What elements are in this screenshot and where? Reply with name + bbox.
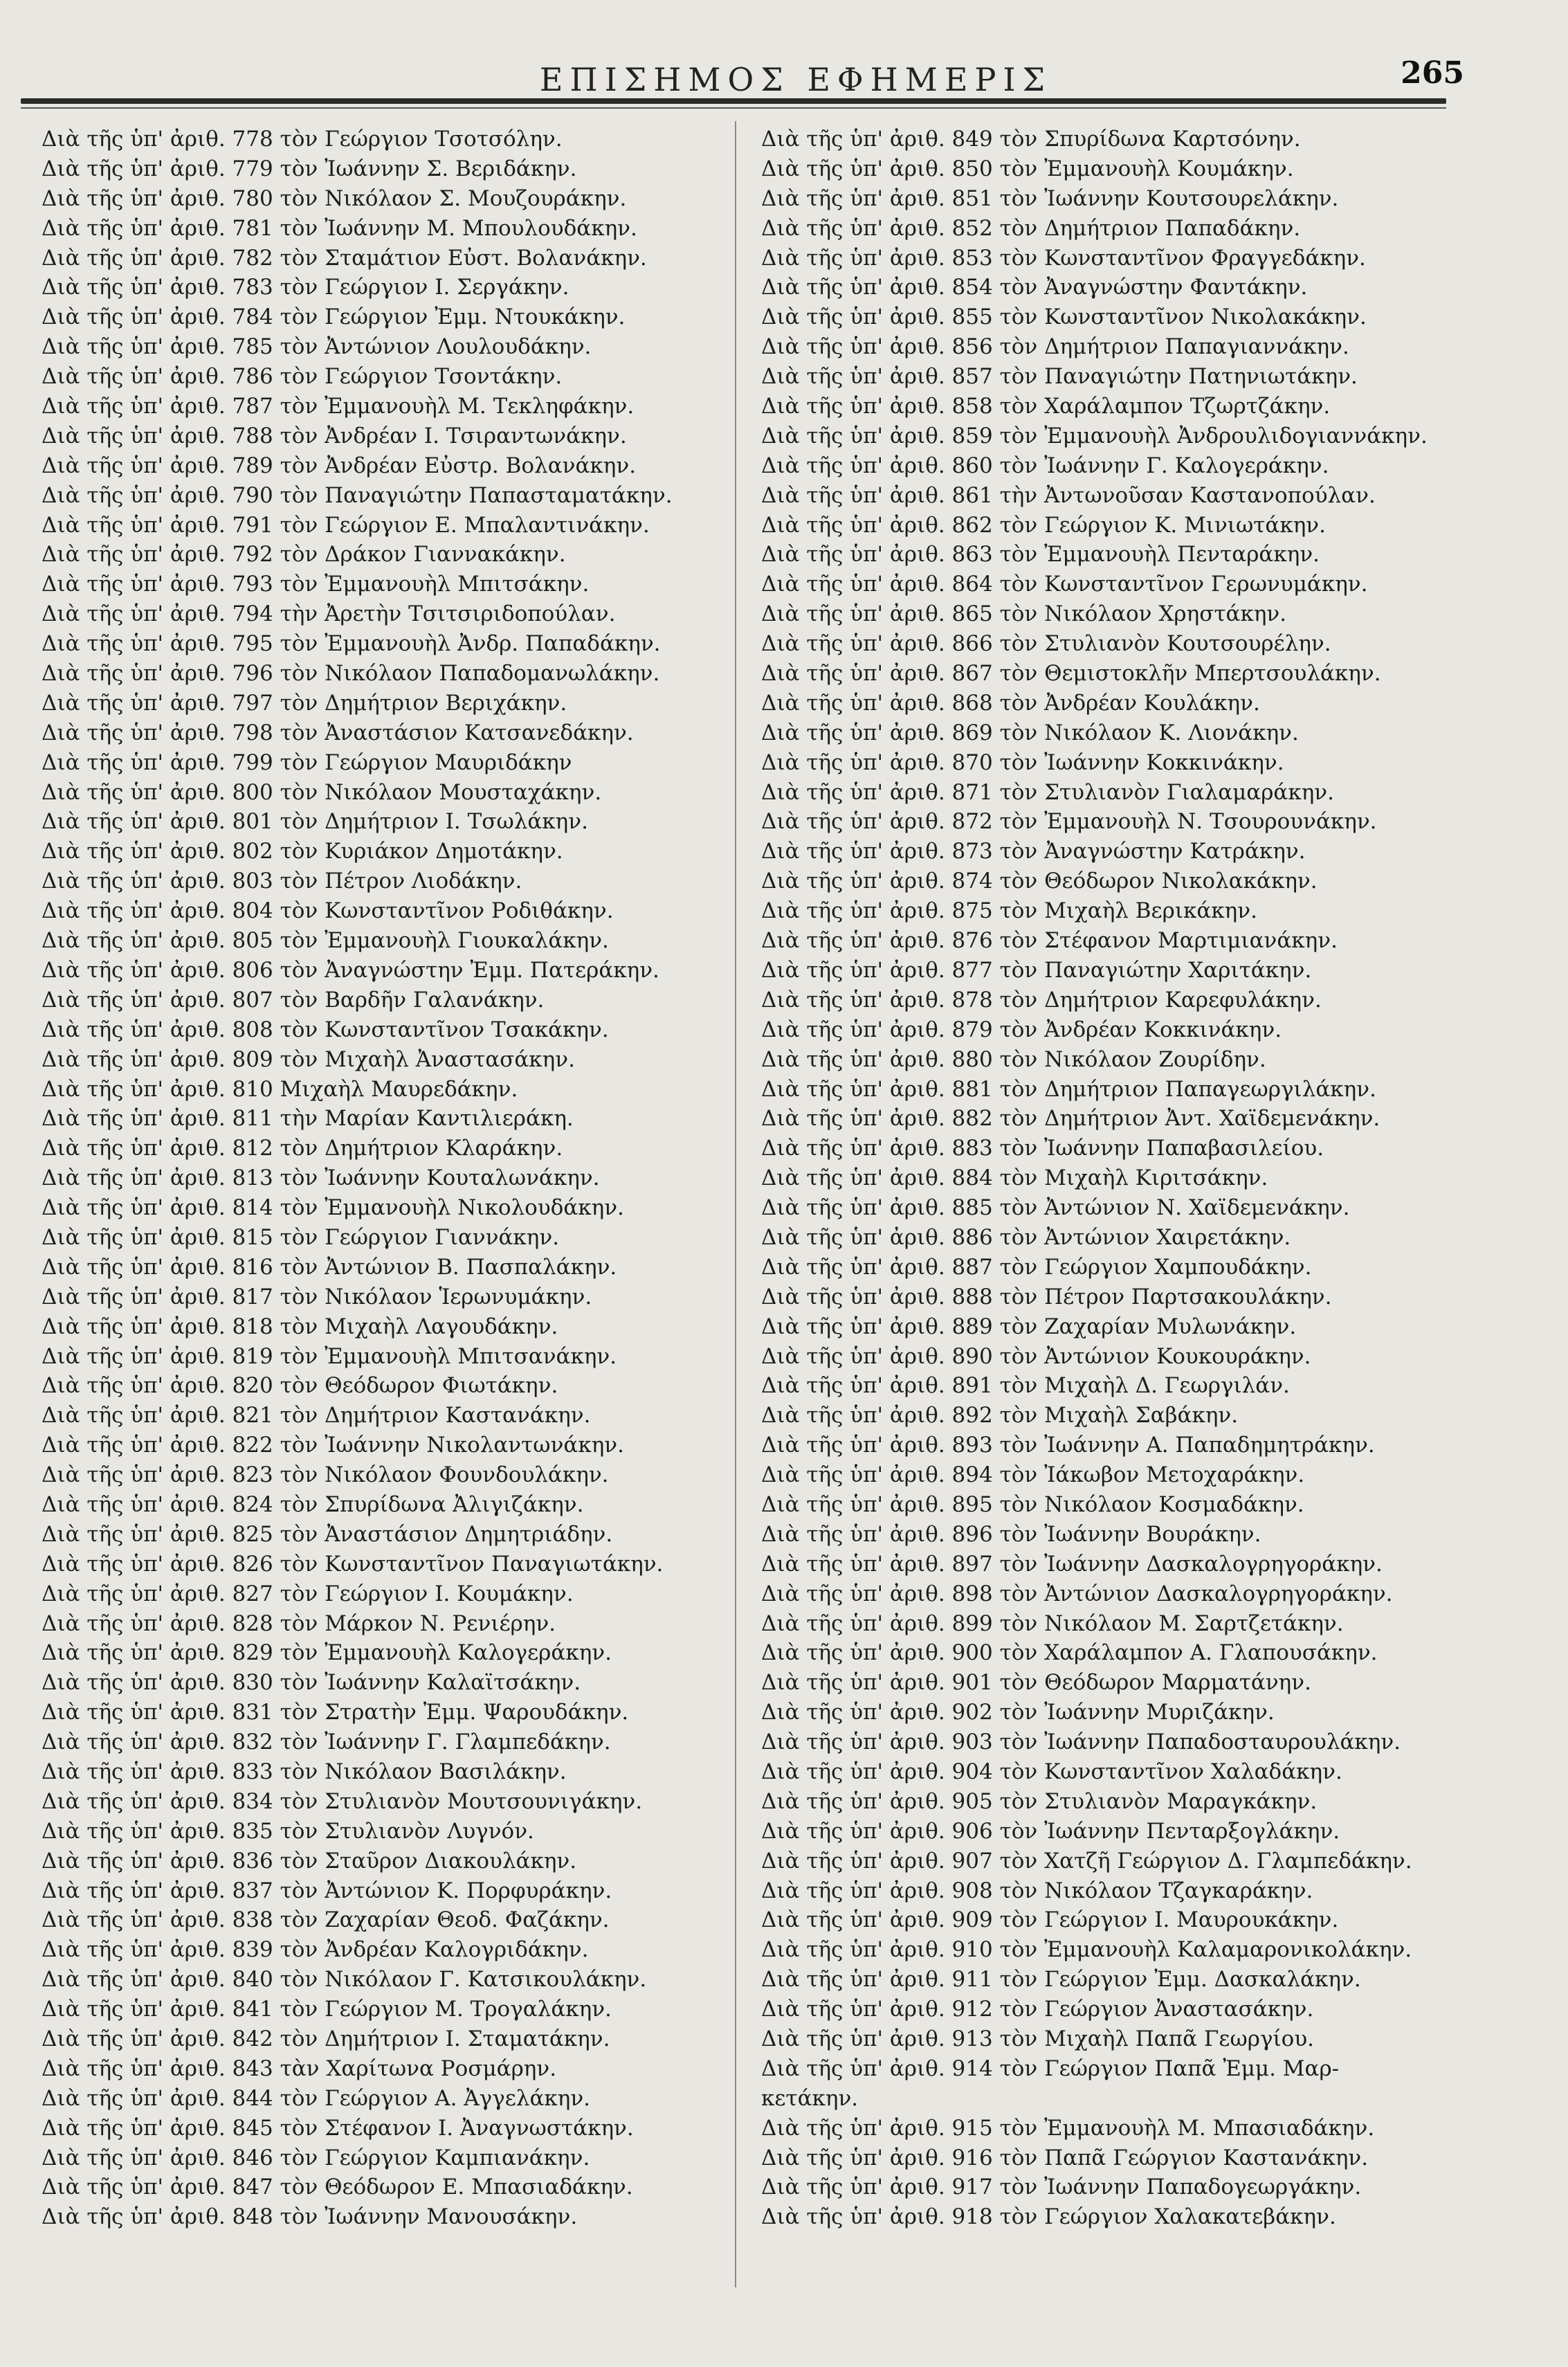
- decree-entry: Διὰ τῆς ὑπ' ἀριθ. 814 τὸν Ἐμμανουὴλ Νικολουδάκην.: [42, 1195, 624, 1221]
- decree-entry: Διὰ τῆς ὑπ' ἀριθ. 874 τὸν Θεόδωρον Νικολακάκην.: [761, 869, 1318, 894]
- decree-entry: Διὰ τῆς ὑπ' ἀριθ. 795 τὸν Ἐμμανουὴλ Ἀνδρ. Παπαδάκην.: [42, 631, 661, 657]
- decree-entry: Διὰ τῆς ὑπ' ἀριθ. 881 τὸν Δημήτριον Παπαγεωργιλάκην.: [761, 1076, 1376, 1102]
- decree-entry: Διὰ τῆς ὑπ' ἀριθ. 907 τὸν Χατζῆ Γεώργιον Δ. Γλαμπεδάκην.: [761, 1848, 1412, 1874]
- decree-entry: κετάκην.: [761, 2085, 859, 2111]
- decree-entry: Διὰ τῆς ὑπ' ἀριθ. 845 τὸν Στέφανον Ι. Ἀναγνωστάκην.: [42, 2115, 634, 2141]
- decree-entry: Διὰ τῆς ὑπ' ἀριθ. 836 τὸν Σταῦρον Διακουλάκην.: [42, 1848, 577, 1874]
- decree-entry: Διὰ τῆς ὑπ' ἀριθ. 847 τὸν Θεόδωρον Ε. Μπασιαδάκην.: [42, 2175, 633, 2200]
- decree-entry: Διὰ τῆς ὑπ' ἀριθ. 894 τὸν Ἰάκωβον Μετοχαράκην.: [761, 1462, 1305, 1488]
- decree-entry: Διὰ τῆς ὑπ' ἀριθ. 833 τὸν Νικόλαον Βασιλάκην.: [42, 1759, 567, 1784]
- decree-entry: Διὰ τῆς ὑπ' ἀριθ. 867 τὸν Θεμιστοκλῆν Μπερτσουλάκην.: [761, 661, 1381, 687]
- decree-entry: Διὰ τῆς ὑπ' ἀριθ. 826 τὸν Κωνσταντῖνον Παναγιωτάκην.: [42, 1551, 664, 1577]
- decree-entry: Διὰ τῆς ὑπ' ἀριθ. 803 τὸν Πέτρον Λιοδάκην.: [42, 869, 522, 894]
- decree-entry: Διὰ τῆς ὑπ' ἀριθ. 788 τὸν Ἀνδρέαν Ι. Τσιραντωνάκην.: [42, 423, 627, 448]
- decree-entry: Διὰ τῆς ὑπ' ἀριθ. 860 τὸν Ἰωάννην Γ. Καλογεράκην.: [761, 453, 1329, 478]
- decree-entry: Διὰ τῆς ὑπ' ἀριθ. 900 τὸν Χαράλαμπον Α. Γλαπουσάκην.: [761, 1640, 1378, 1666]
- decree-entry: Διὰ τῆς ὑπ' ἀριθ. 800 τὸν Νικόλαον Μουσταχάκην.: [42, 779, 602, 805]
- decree-entry: Διὰ τῆς ὑπ' ἀριθ. 864 τὸν Κωνσταντῖνον Γερωνυμάκην.: [761, 572, 1368, 597]
- decree-entry: Διὰ τῆς ὑπ' ἀριθ. 843 τὰν Χαρίτωνα Ροσμάρην.: [42, 2056, 557, 2081]
- decree-entry: Διὰ τῆς ὑπ' ἀριθ. 852 τὸν Δημήτριον Παπαδάκην.: [761, 215, 1301, 241]
- decree-entry: Διὰ τῆς ὑπ' ἀριθ. 806 τὸν Ἀναγνώστην Ἐμμ. Πατεράκην.: [42, 957, 659, 983]
- decree-entry: Διὰ τῆς ὑπ' ἀριθ. 893 τὸν Ἰωάννην Α. Παπαδημητράκην.: [761, 1433, 1375, 1458]
- decree-entry: Διὰ τῆς ὑπ' ἀριθ. 888 τὸν Πέτρον Παρτσακουλάκην.: [761, 1284, 1332, 1309]
- decree-entry: Διὰ τῆς ὑπ' ἀριθ. 832 τὸν Ἰωάννην Γ. Γλαμπεδάκην.: [42, 1730, 611, 1755]
- decree-entry: Διὰ τῆς ὑπ' ἀριθ. 841 τὸν Γεώργιον Μ. Τρογαλάκην.: [42, 1997, 612, 2022]
- decree-entry: Διὰ τῆς ὑπ' ἀριθ. 817 τὸν Νικόλαον Ἱερωνυμάκην.: [42, 1284, 592, 1309]
- decree-entry: Διὰ τῆς ὑπ' ἀριθ. 784 τὸν Γεώργιον Ἐμμ. Ντουκάκην.: [42, 305, 626, 330]
- decree-entry: Διὰ τῆς ὑπ' ἀριθ. 804 τὸν Κωνσταντῖνον Ροδιθάκην.: [42, 898, 614, 924]
- decree-entry: Διὰ τῆς ὑπ' ἀριθ. 802 τὸν Κυριάκον Δημοτάκην.: [42, 839, 563, 864]
- decree-entry: Διὰ τῆς ὑπ' ἀριθ. 839 τὸν Ἀνδρέαν Καλογριδάκην.: [42, 1937, 589, 1963]
- decree-entry: Διὰ τῆς ὑπ' ἀριθ. 840 τὸν Νικόλαον Γ. Κατσικουλάκην.: [42, 1967, 647, 1993]
- decree-entry: Διὰ τῆς ὑπ' ἀριθ. 785 τὸν Ἀντώνιον Λουλουδάκην.: [42, 334, 592, 360]
- page-header: [0, 0, 1568, 118]
- decree-entry: Διὰ τῆς ὑπ' ἀριθ. 812 τὸν Δημήτριον Κλαράκην.: [42, 1136, 563, 1161]
- decree-entry: Διὰ τῆς ὑπ' ἀριθ. 837 τὸν Ἀντώνιον Κ. Πορφυράκην.: [42, 1878, 612, 1903]
- decree-entry: Διὰ τῆς ὑπ' ἀριθ. 816 τὸν Ἀντώνιον Β. Πασπαλάκην.: [42, 1254, 617, 1280]
- decree-entry: Διὰ τῆς ὑπ' ἀριθ. 808 τὸν Κωνσταντῖνον Τσακάκην.: [42, 1017, 609, 1042]
- decree-entry: Διὰ τῆς ὑπ' ἀριθ. 895 τὸν Νικόλαον Κοσμαδάκην.: [761, 1491, 1304, 1517]
- decree-entry: Διὰ τῆς ὑπ' ἀριθ. 892 τὸν Μιχαὴλ Σαβάκην.: [761, 1403, 1239, 1429]
- decree-entry: Διὰ τῆς ὑπ' ἀριθ. 854 τὸν Ἀναγνώστην Φαντάκην.: [761, 275, 1308, 300]
- decree-entry: Διὰ τῆς ὑπ' ἀριθ. 779 τὸν Ἰωάννην Σ. Βεριδάκην.: [42, 156, 577, 181]
- decree-entry: Διὰ τῆς ὑπ' ἀριθ. 876 τὸν Στέφανον Μαρτιμιανάκην.: [761, 928, 1338, 954]
- decree-entry: Διὰ τῆς ὑπ' ἀριθ. 801 τὸν Δημήτριον Ι. Τσωλάκην.: [42, 809, 588, 835]
- left-column: [42, 125, 733, 2232]
- decree-entry: Διὰ τῆς ὑπ' ἀριθ. 904 τὸν Κωνσταντῖνον Χαλαδάκην.: [761, 1759, 1342, 1784]
- decree-entry: Διὰ τῆς ὑπ' ἀριθ. 835 τὸν Στυλιανὸν Λυγνόν.: [42, 1818, 534, 1844]
- decree-entry: Διὰ τῆς ὑπ' ἀριθ. 821 τὸν Δημήτριον Καστανάκην.: [42, 1403, 591, 1429]
- decree-entry: Διὰ τῆς ὑπ' ἀριθ. 865 τὸν Νικόλαον Χρηστάκην.: [761, 601, 1287, 627]
- decree-entry: Διὰ τῆς ὑπ' ἀριθ. 889 τὸν Ζαχαρίαν Μυλωνάκην.: [761, 1314, 1297, 1339]
- decree-entry: Διὰ τῆς ὑπ' ἀριθ. 858 τὸν Χαράλαμπον Τζωρτζάκην.: [761, 394, 1331, 419]
- decree-entry: Διὰ τῆς ὑπ' ἀριθ. 796 τὸν Νικόλαον Παπαδομανωλάκην.: [42, 661, 660, 687]
- decree-entry: Διὰ τῆς ὑπ' ἀριθ. 849 τὸν Σπυρίδωνα Καρτσόνην.: [761, 127, 1301, 152]
- decree-entry: Διὰ τῆς ὑπ' ἀριθ. 885 τὸν Ἀντώνιον Ν. Χαϊδεμενάκην.: [761, 1195, 1350, 1221]
- decree-entry: Διὰ τῆς ὑπ' ἀριθ. 871 τὸν Στυλιανὸν Γιαλαμαράκην.: [761, 779, 1335, 805]
- decree-entry: Διὰ τῆς ὑπ' ἀριθ. 853 τὸν Κωνσταντῖνον Φραγγεδάκην.: [761, 245, 1366, 271]
- decree-entry: Διὰ τῆς ὑπ' ἀριθ. 872 τὸν Ἐμμανουὴλ Ν. Τσουρουνάκην.: [761, 809, 1377, 835]
- decree-entry: Διὰ τῆς ὑπ' ἀριθ. 906 τὸν Ἰωάννην Πενταρξογλάκην.: [761, 1818, 1340, 1844]
- decree-entry: Διὰ τῆς ὑπ' ἀριθ. 886 τὸν Ἀντώνιον Χαιρετάκην.: [761, 1224, 1291, 1250]
- decree-entry: Διὰ τῆς ὑπ' ἀριθ. 811 τὴν Μαρίαν Καντιλιεράκη.: [42, 1106, 574, 1132]
- decree-entry: Διὰ τῆς ὑπ' ἀριθ. 780 τὸν Νικόλαον Σ. Μουζουράκην.: [42, 185, 627, 211]
- decree-entry: Διὰ τῆς ὑπ' ἀριθ. 862 τὸν Γεώργιον Κ. Μινιωτάκην.: [761, 512, 1326, 538]
- decree-entry: Διὰ τῆς ὑπ' ἀριθ. 873 τὸν Ἀναγνώστην Κατράκην.: [761, 839, 1306, 864]
- decree-entry: Διὰ τῆς ὑπ' ἀριθ. 902 τὸν Ἰωάννην Μυριζάκην.: [761, 1700, 1275, 1725]
- decree-entry: Διὰ τῆς ὑπ' ἀριθ. 829 τὸν Ἐμμανουὴλ Καλογεράκην.: [42, 1640, 612, 1666]
- decree-entry: Διὰ τῆς ὑπ' ἀριθ. 819 τὸν Ἐμμανουὴλ Μπιτσανάκην.: [42, 1343, 617, 1369]
- decree-entry: Διὰ τῆς ὑπ' ἀριθ. 898 τὸν Ἀντώνιον Δασκαλογρηγοράκην.: [761, 1581, 1393, 1606]
- decree-entry: Διὰ τῆς ὑπ' ἀριθ. 911 τὸν Γεώργιον Ἐμμ. Δασκαλάκην.: [761, 1967, 1361, 1993]
- decree-entry: Διὰ τῆς ὑπ' ἀριθ. 880 τὸν Νικόλαον Ζουρίδην.: [761, 1046, 1266, 1072]
- decree-entry: Διὰ τῆς ὑπ' ἀριθ. 855 τὸν Κωνσταντῖνον Νικολακάκην.: [761, 305, 1367, 330]
- decree-entry: Διὰ τῆς ὑπ' ἀριθ. 842 τὸν Δημήτριον Ι. Σταματάκην.: [42, 2026, 610, 2051]
- decree-entry: Διὰ τῆς ὑπ' ἀριθ. 916 τὸν Παπᾶ Γεώργιον Καστανάκην.: [761, 2145, 1369, 2170]
- decree-entry: Διὰ τῆς ὑπ' ἀριθ. 778 τὸν Γεώργιον Τσοτσόλην.: [42, 127, 563, 152]
- decree-entry: Διὰ τῆς ὑπ' ἀριθ. 913 τὸν Μιχαὴλ Παπᾶ Γεωργίου.: [761, 2026, 1315, 2051]
- decree-entry: Διὰ τῆς ὑπ' ἀριθ. 891 τὸν Μιχαὴλ Δ. Γεωργιλάν.: [761, 1373, 1290, 1399]
- decree-entry: Διὰ τῆς ὑπ' ἀριθ. 824 τὸν Σπυρίδωνα Ἀλιγιζάκην.: [42, 1491, 584, 1517]
- decree-entry: Διὰ τῆς ὑπ' ἀριθ. 908 τὸν Νικόλαον Τζαγκαράκην.: [761, 1878, 1313, 1903]
- page-number: 265: [1401, 55, 1464, 91]
- decree-entry: Διὰ τῆς ὑπ' ἀριθ. 915 τὸν Ἐμμανουὴλ Μ. Μπασιαδάκην.: [761, 2115, 1375, 2141]
- decree-entry: Διὰ τῆς ὑπ' ἀριθ. 905 τὸν Στυλιανὸν Μαραγκάκην.: [761, 1788, 1318, 1814]
- decree-entry: Διὰ τῆς ὑπ' ἀριθ. 866 τὸν Στυλιανὸν Κουτσουρέλην.: [761, 631, 1331, 657]
- decree-entry: Διὰ τῆς ὑπ' ἀριθ. 838 τὸν Ζαχαρίαν Θεοδ. Φαζάκην.: [42, 1907, 610, 1933]
- decree-entry: Διὰ τῆς ὑπ' ἀριθ. 786 τὸν Γεώργιον Τσοντάκην.: [42, 364, 563, 390]
- decree-entry: Διὰ τῆς ὑπ' ἀριθ. 799 τὸν Γεώργιον Μαυριδάκην: [42, 750, 572, 775]
- decree-entry: Διὰ τῆς ὑπ' ἀριθ. 851 τὸν Ἰωάννην Κουτσουρελάκην.: [761, 185, 1339, 211]
- decree-entry: Διὰ τῆς ὑπ' ἀριθ. 787 τὸν Ἐμμανουὴλ Μ. Τεκληφάκην.: [42, 394, 635, 419]
- decree-entry: Διὰ τῆς ὑπ' ἀριθ. 783 τὸν Γεώργιον Ι. Σεργάκην.: [42, 275, 569, 300]
- decree-entry: Διὰ τῆς ὑπ' ἀριθ. 844 τὸν Γεώργιον Α. Ἀγγελάκην.: [42, 2085, 591, 2111]
- decree-entry: Διὰ τῆς ὑπ' ἀριθ. 789 τὸν Ἀνδρέαν Εὐστρ. Βολανάκην.: [42, 453, 637, 478]
- decree-entry: Διὰ τῆς ὑπ' ἀριθ. 793 τὸν Ἐμμανουὴλ Μπιτσάκην.: [42, 572, 590, 597]
- decree-entry: Διὰ τῆς ὑπ' ἀριθ. 781 τὸν Ἰωάννην Μ. Μπουλουδάκην.: [42, 215, 637, 241]
- decree-entry: Διὰ τῆς ὑπ' ἀριθ. 797 τὸν Δημήτριον Βεριχάκην.: [42, 690, 567, 716]
- decree-entry: Διὰ τῆς ὑπ' ἀριθ. 901 τὸν Θεόδωρον Μαρματάνην.: [761, 1670, 1311, 1696]
- decree-entry: Διὰ τῆς ὑπ' ἀριθ. 782 τὸν Σταμάτιον Εὐστ. Βολανάκην.: [42, 245, 647, 271]
- decree-entry: Διὰ τῆς ὑπ' ἀριθ. 830 τὸν Ἰωάννην Καλαϊτσάκην.: [42, 1670, 581, 1696]
- decree-entry: Διὰ τῆς ὑπ' ἀριθ. 831 τὸν Στρατὴν Ἐμμ. Ψαρουδάκην.: [42, 1700, 629, 1725]
- decree-entry: Διὰ τῆς ὑπ' ἀριθ. 848 τὸν Ἰωάννην Μανουσάκην.: [42, 2204, 578, 2230]
- decree-entry: Διὰ τῆς ὑπ' ἀριθ. 846 τὸν Γεώργιον Καμπιανάκην.: [42, 2145, 590, 2170]
- decree-entry: Διὰ τῆς ὑπ' ἀριθ. 861 τὴν Ἀντωνοῦσαν Καστανοπούλαν.: [761, 482, 1376, 508]
- decree-entry: Διὰ τῆς ὑπ' ἀριθ. 798 τὸν Ἀναστάσιον Κατσανεδάκην.: [42, 720, 634, 745]
- decree-entry: Διὰ τῆς ὑπ' ἀριθ. 834 τὸν Στυλιανὸν Μουτσουνιγάκην.: [42, 1788, 643, 1814]
- decree-entry: Διὰ τῆς ὑπ' ἀριθ. 909 τὸν Γεώργιον Ι. Μαυρουκάκην.: [761, 1907, 1339, 1933]
- decree-entry: Διὰ τῆς ὑπ' ἀριθ. 792 τὸν Δράκον Γιαννακάκην.: [42, 542, 566, 568]
- decree-entry: Διὰ τῆς ὑπ' ἀριθ. 912 τὸν Γεώργιον Ἀναστασάκην.: [761, 1997, 1314, 2022]
- decree-entry: Διὰ τῆς ὑπ' ἀριθ. 899 τὸν Νικόλαον Μ. Σαρτζετάκην.: [761, 1611, 1344, 1636]
- decree-entry: Διὰ τῆς ὑπ' ἀριθ. 794 τὴν Ἀρετὴν Τσιτσιριδοπούλαν.: [42, 601, 616, 627]
- column-divider: [735, 121, 736, 2287]
- decree-entry: Διὰ τῆς ὑπ' ἀριθ. 813 τὸν Ἰωάννην Κουταλωνάκην.: [42, 1166, 600, 1191]
- right-column: [761, 125, 1453, 2232]
- decree-entry: Διὰ τῆς ὑπ' ἀριθ. 857 τὸν Παναγιώτην Πατηνιωτάκην.: [761, 364, 1358, 390]
- decree-entry: Διὰ τῆς ὑπ' ἀριθ. 805 τὸν Ἐμμανουὴλ Γιουκαλάκην.: [42, 928, 609, 954]
- decree-entry: Διὰ τῆς ὑπ' ἀριθ. 882 τὸν Δημήτριον Ἀντ. Χαϊδεμενάκην.: [761, 1106, 1380, 1132]
- decree-entry: Διὰ τῆς ὑπ' ἀριθ. 879 τὸν Ἀνδρέαν Κοκκινάκην.: [761, 1017, 1282, 1042]
- decree-entry: Διὰ τῆς ὑπ' ἀριθ. 884 τὸν Μιχαὴλ Κιριτσάκην.: [761, 1166, 1268, 1191]
- decree-entry: Διὰ τῆς ὑπ' ἀριθ. 828 τὸν Μάρκον Ν. Ρενιέρην.: [42, 1611, 556, 1636]
- decree-entry: Διὰ τῆς ὑπ' ἀριθ. 914 τὸν Γεώργιον Παπᾶ Ἐμμ. Μαρ-: [761, 2056, 1340, 2081]
- decree-entry: Διὰ τῆς ὑπ' ἀριθ. 820 τὸν Θεόδωρον Φιωτάκην.: [42, 1373, 558, 1399]
- decree-entry: Διὰ τῆς ὑπ' ἀριθ. 896 τὸν Ἰωάννην Βουράκην.: [761, 1521, 1261, 1547]
- decree-entry: Διὰ τῆς ὑπ' ἀριθ. 823 τὸν Νικόλαον Φουνδουλάκην.: [42, 1462, 609, 1488]
- decree-entry: Διὰ τῆς ὑπ' ἀριθ. 827 τὸν Γεώργιον Ι. Κουμάκην.: [42, 1581, 574, 1606]
- header-rule: [21, 98, 1446, 104]
- decree-entry: Διὰ τῆς ὑπ' ἀριθ. 807 τὸν Βαρδῆν Γαλανάκην.: [42, 987, 545, 1013]
- decree-entry: Διὰ τῆς ὑπ' ἀριθ. 870 τὸν Ἰωάννην Κοκκινάκην.: [761, 750, 1284, 775]
- decree-entry: Διὰ τῆς ὑπ' ἀριθ. 917 τὸν Ἰωάννην Παπαδογεωργάκην.: [761, 2175, 1362, 2200]
- decree-entry: Διὰ τῆς ὑπ' ἀριθ. 810 Μιχαὴλ Μαυρεδάκην.: [42, 1076, 518, 1102]
- decree-entry: Διὰ τῆς ὑπ' ἀριθ. 918 τὸν Γεώργιον Χαλακατεβάκην.: [761, 2204, 1336, 2230]
- decree-entry: Διὰ τῆς ὑπ' ἀριθ. 859 τὸν Ἐμμανουὴλ Ἀνδρουλιδογιαννάκην.: [761, 423, 1428, 448]
- decree-entry: Διὰ τῆς ὑπ' ἀριθ. 897 τὸν Ἰωάννην Δασκαλογρηγοράκην.: [761, 1551, 1383, 1577]
- decree-entry: Διὰ τῆς ὑπ' ἀριθ. 825 τὸν Ἀναστάσιον Δημητριάδην.: [42, 1521, 613, 1547]
- decree-entry: Διὰ τῆς ὑπ' ἀριθ. 890 τὸν Ἀντώνιον Κουκουράκην.: [761, 1343, 1311, 1369]
- decree-entry: Διὰ τῆς ὑπ' ἀριθ. 856 τὸν Δημήτριον Παπαγιαννάκην.: [761, 334, 1349, 360]
- decree-entry: Διὰ τῆς ὑπ' ἀριθ. 850 τὸν Ἐμμανουὴλ Κουμάκην.: [761, 156, 1294, 181]
- decree-entry: Διὰ τῆς ὑπ' ἀριθ. 877 τὸν Παναγιώτην Χαριτάκην.: [761, 957, 1312, 983]
- decree-entry: Διὰ τῆς ὑπ' ἀριθ. 868 τὸν Ἀνδρέαν Κουλάκην.: [761, 690, 1260, 716]
- decree-entry: Διὰ τῆς ὑπ' ἀριθ. 883 τὸν Ἰωάννην Παπαβασιλείου.: [761, 1136, 1324, 1161]
- decree-entry: Διὰ τῆς ὑπ' ἀριθ. 791 τὸν Γεώργιον Ε. Μπαλαντινάκην.: [42, 512, 650, 538]
- decree-entry: Διὰ τῆς ὑπ' ἀριθ. 903 τὸν Ἰωάννην Παπαδοσταυρουλάκην.: [761, 1730, 1401, 1755]
- decree-entry: Διὰ τῆς ὑπ' ἀριθ. 910 τὸν Ἐμμανουὴλ Καλαμαρονικολάκην.: [761, 1937, 1412, 1963]
- decree-entry: Διὰ τῆς ὑπ' ἀριθ. 818 τὸν Μιχαὴλ Λαγουδάκην.: [42, 1314, 558, 1339]
- header-rule-thin: [21, 107, 1446, 109]
- decree-entry: Διὰ τῆς ὑπ' ἀριθ. 869 τὸν Νικόλαον Κ. Λιονάκην.: [761, 720, 1299, 745]
- page-title: ΕΠΙΣΗΜΟΣ ΕΦΗΜΕΡΙΣ: [539, 61, 1052, 98]
- decree-entry: Διὰ τῆς ὑπ' ἀριθ. 863 τὸν Ἐμμανουὴλ Πενταράκην.: [761, 542, 1320, 568]
- decree-entry: Διὰ τῆς ὑπ' ἀριθ. 790 τὸν Παναγιώτην Παπασταματάκην.: [42, 482, 673, 508]
- decree-entry: Διὰ τῆς ὑπ' ἀριθ. 815 τὸν Γεώργιον Γιαννάκην.: [42, 1224, 560, 1250]
- decree-entry: Διὰ τῆς ὑπ' ἀριθ. 822 τὸν Ἰωάννην Νικολαντωνάκην.: [42, 1433, 625, 1458]
- decree-entry: Διὰ τῆς ὑπ' ἀριθ. 809 τὸν Μιχαὴλ Ἀναστασάκην.: [42, 1046, 575, 1072]
- decree-entry: Διὰ τῆς ὑπ' ἀριθ. 878 τὸν Δημήτριον Καρεφυλάκην.: [761, 987, 1322, 1013]
- decree-entry: Διὰ τῆς ὑπ' ἀριθ. 875 τὸν Μιχαὴλ Βερικάκην.: [761, 898, 1257, 924]
- decree-entry: Διὰ τῆς ὑπ' ἀριθ. 887 τὸν Γεώργιον Χαμπουδάκην.: [761, 1254, 1312, 1280]
